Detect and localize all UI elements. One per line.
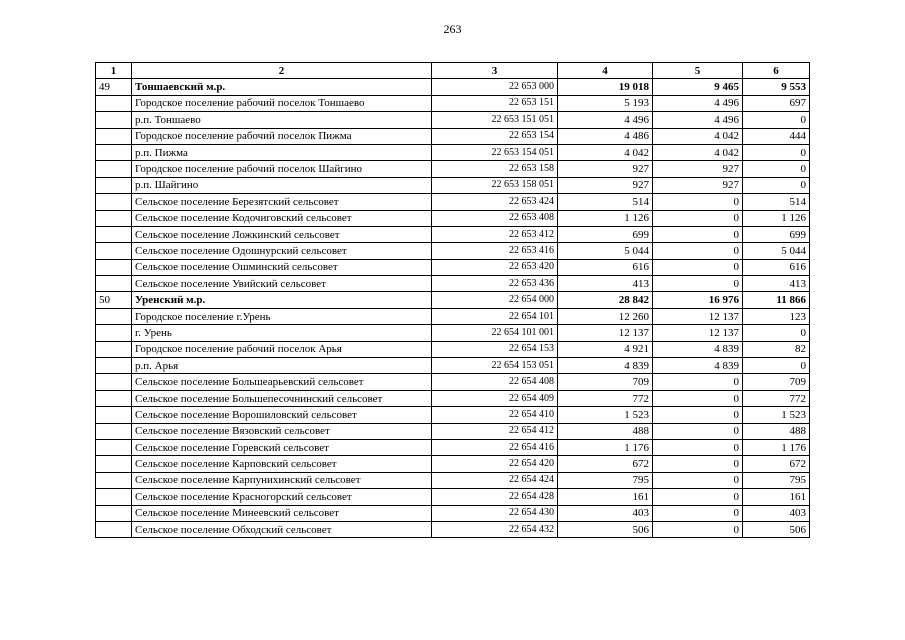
- cell-name: Сельское поселение Кодочиговский сельсовет: [132, 210, 432, 226]
- cell-code: 22 654 410: [432, 407, 558, 423]
- cell-value-4: 12 137: [558, 325, 653, 341]
- cell-value-5: 0: [653, 210, 743, 226]
- cell-number: [96, 95, 132, 111]
- table-row: [96, 407, 810, 423]
- cell-value-5: 0: [653, 489, 743, 505]
- cell-value-5: 0: [653, 456, 743, 472]
- column-header-1: 1: [96, 63, 132, 79]
- cell-number: [96, 177, 132, 193]
- cell-code: 22 653 158 051: [432, 177, 558, 193]
- cell-name: Сельское поселение Вязовский сельсовет: [132, 423, 432, 439]
- table-row: [96, 341, 810, 357]
- cell-value-6: 161: [743, 489, 810, 505]
- table-row: [96, 144, 810, 160]
- cell-name: р.п. Пижма: [132, 144, 432, 160]
- table-row: [96, 374, 810, 390]
- table-row: [96, 95, 810, 111]
- cell-value-4: 19 018: [558, 79, 653, 95]
- cell-value-4: 5 193: [558, 95, 653, 111]
- cell-value-6: 9 553: [743, 79, 810, 95]
- cell-name: Городское поселение г.Урень: [132, 308, 432, 324]
- cell-value-4: 4 921: [558, 341, 653, 357]
- cell-value-6: 772: [743, 390, 810, 406]
- cell-number: [96, 243, 132, 259]
- cell-name: Сельское поселение Березятский сельсовет: [132, 194, 432, 210]
- cell-value-5: 12 137: [653, 325, 743, 341]
- cell-number: [96, 308, 132, 324]
- table-row: [96, 194, 810, 210]
- cell-value-4: 28 842: [558, 292, 653, 308]
- cell-value-5: 0: [653, 374, 743, 390]
- table-row: [96, 276, 810, 292]
- cell-value-5: 12 137: [653, 308, 743, 324]
- cell-value-4: 709: [558, 374, 653, 390]
- cell-number: [96, 472, 132, 488]
- cell-code: 22 654 101 001: [432, 325, 558, 341]
- cell-name: Городское поселение рабочий поселок Тоншаево: [132, 95, 432, 111]
- table-row: [96, 390, 810, 406]
- cell-value-5: 0: [653, 276, 743, 292]
- cell-code: 22 653 436: [432, 276, 558, 292]
- cell-value-5: 927: [653, 177, 743, 193]
- cell-value-6: 0: [743, 358, 810, 374]
- cell-name: Сельское поселение Ошминский сельсовет: [132, 259, 432, 275]
- cell-code: 22 654 420: [432, 456, 558, 472]
- cell-name: Городское поселение рабочий поселок Шайгино: [132, 161, 432, 177]
- cell-value-4: 1 126: [558, 210, 653, 226]
- cell-value-5: 0: [653, 505, 743, 521]
- column-header-3: 3: [432, 63, 558, 79]
- cell-code: 22 654 416: [432, 439, 558, 455]
- table-row: [96, 505, 810, 521]
- cell-code: 22 654 000: [432, 292, 558, 308]
- cell-value-6: 699: [743, 226, 810, 242]
- cell-value-6: 11 866: [743, 292, 810, 308]
- cell-code: 22 654 432: [432, 521, 558, 537]
- cell-name: Тоншаевский м.р.: [132, 79, 432, 95]
- cell-number: [96, 423, 132, 439]
- table-row: [96, 358, 810, 374]
- cell-number: [96, 390, 132, 406]
- cell-value-6: 795: [743, 472, 810, 488]
- cell-code: 22 654 424: [432, 472, 558, 488]
- cell-number: [96, 144, 132, 160]
- cell-value-6: 1 176: [743, 439, 810, 455]
- cell-value-4: 795: [558, 472, 653, 488]
- cell-value-6: 0: [743, 325, 810, 341]
- cell-value-5: 0: [653, 390, 743, 406]
- cell-value-5: 4 042: [653, 128, 743, 144]
- cell-code: 22 653 158: [432, 161, 558, 177]
- cell-code: 22 654 430: [432, 505, 558, 521]
- cell-name: Сельское поселение Обходский сельсовет: [132, 521, 432, 537]
- cell-value-5: 0: [653, 423, 743, 439]
- table-row: [96, 308, 810, 324]
- table-body: [96, 79, 810, 538]
- table-row: [96, 177, 810, 193]
- cell-value-4: 413: [558, 276, 653, 292]
- cell-code: 22 653 416: [432, 243, 558, 259]
- cell-value-5: 4 496: [653, 95, 743, 111]
- table-row: [96, 79, 810, 95]
- cell-number: [96, 325, 132, 341]
- cell-number: [96, 259, 132, 275]
- cell-code: 22 654 409: [432, 390, 558, 406]
- table-row: [96, 489, 810, 505]
- table-row: [96, 161, 810, 177]
- cell-number: [96, 407, 132, 423]
- table-row: [96, 112, 810, 128]
- cell-value-4: 772: [558, 390, 653, 406]
- cell-value-4: 927: [558, 161, 653, 177]
- cell-value-6: 1 126: [743, 210, 810, 226]
- table-row: [96, 439, 810, 455]
- cell-name: Сельское поселение Горевский сельсовет: [132, 439, 432, 455]
- cell-number: [96, 276, 132, 292]
- cell-value-5: 16 976: [653, 292, 743, 308]
- cell-value-5: 0: [653, 226, 743, 242]
- cell-code: 22 653 000: [432, 79, 558, 95]
- cell-value-5: 4 042: [653, 144, 743, 160]
- cell-name: Сельское поселение Минеевский сельсовет: [132, 505, 432, 521]
- cell-name: г. Урень: [132, 325, 432, 341]
- cell-value-6: 1 523: [743, 407, 810, 423]
- data-table: [95, 62, 810, 538]
- cell-number: [96, 505, 132, 521]
- cell-number: [96, 161, 132, 177]
- cell-value-6: 0: [743, 112, 810, 128]
- cell-value-4: 4 496: [558, 112, 653, 128]
- cell-number: [96, 489, 132, 505]
- cell-value-4: 12 260: [558, 308, 653, 324]
- cell-name: Уренский м.р.: [132, 292, 432, 308]
- cell-value-6: 0: [743, 144, 810, 160]
- cell-value-5: 0: [653, 194, 743, 210]
- cell-number: [96, 358, 132, 374]
- cell-value-4: 506: [558, 521, 653, 537]
- cell-name: Сельское поселение Карпунихинский сельсовет: [132, 472, 432, 488]
- cell-code: 22 654 408: [432, 374, 558, 390]
- cell-value-5: 4 839: [653, 358, 743, 374]
- cell-value-6: 123: [743, 308, 810, 324]
- cell-value-4: 1 523: [558, 407, 653, 423]
- cell-value-6: 488: [743, 423, 810, 439]
- cell-value-6: 82: [743, 341, 810, 357]
- table-row: [96, 243, 810, 259]
- cell-code: 22 654 101: [432, 308, 558, 324]
- table-row: [96, 521, 810, 537]
- cell-code: 22 653 408: [432, 210, 558, 226]
- table-row: [96, 259, 810, 275]
- cell-number: 49: [96, 79, 132, 95]
- column-header-4: 4: [558, 63, 653, 79]
- cell-value-6: 403: [743, 505, 810, 521]
- cell-number: [96, 439, 132, 455]
- cell-value-4: 488: [558, 423, 653, 439]
- table-row: [96, 292, 810, 308]
- cell-value-4: 1 176: [558, 439, 653, 455]
- cell-code: 22 653 412: [432, 226, 558, 242]
- cell-value-6: 616: [743, 259, 810, 275]
- cell-value-6: 506: [743, 521, 810, 537]
- cell-name: Сельское поселение Карповский сельсовет: [132, 456, 432, 472]
- cell-name: Сельское поселение Увийский сельсовет: [132, 276, 432, 292]
- table-row: [96, 325, 810, 341]
- cell-value-6: 0: [743, 161, 810, 177]
- cell-number: [96, 112, 132, 128]
- cell-value-6: 0: [743, 177, 810, 193]
- cell-number: [96, 374, 132, 390]
- column-header-2: 2: [132, 63, 432, 79]
- cell-value-4: 699: [558, 226, 653, 242]
- cell-value-4: 514: [558, 194, 653, 210]
- cell-value-6: 672: [743, 456, 810, 472]
- cell-code: 22 654 153: [432, 341, 558, 357]
- cell-name: Сельское поселение Ворошиловский сельсовет: [132, 407, 432, 423]
- cell-value-6: 413: [743, 276, 810, 292]
- cell-value-4: 5 044: [558, 243, 653, 259]
- cell-number: [96, 521, 132, 537]
- cell-value-5: 0: [653, 439, 743, 455]
- cell-value-5: 0: [653, 243, 743, 259]
- cell-code: 22 654 153 051: [432, 358, 558, 374]
- cell-value-6: 5 044: [743, 243, 810, 259]
- cell-name: Сельское поселение Большеарьевский сельсовет: [132, 374, 432, 390]
- cell-code: 22 653 154 051: [432, 144, 558, 160]
- cell-number: [96, 226, 132, 242]
- cell-value-6: 444: [743, 128, 810, 144]
- cell-name: Городское поселение рабочий поселок Пижма: [132, 128, 432, 144]
- cell-name: Сельское поселение Большепесочнинский сельсовет: [132, 390, 432, 406]
- cell-value-4: 927: [558, 177, 653, 193]
- cell-number: [96, 128, 132, 144]
- cell-code: 22 653 420: [432, 259, 558, 275]
- page-number: 263: [443, 22, 462, 36]
- cell-value-5: 9 465: [653, 79, 743, 95]
- cell-number: [96, 341, 132, 357]
- cell-value-6: 697: [743, 95, 810, 111]
- cell-name: Сельское поселение Ложкинский сельсовет: [132, 226, 432, 242]
- cell-value-5: 0: [653, 259, 743, 275]
- cell-name: р.п. Арья: [132, 358, 432, 374]
- cell-value-5: 4 839: [653, 341, 743, 357]
- cell-value-4: 4 486: [558, 128, 653, 144]
- cell-value-4: 4 839: [558, 358, 653, 374]
- cell-value-5: 0: [653, 521, 743, 537]
- cell-code: 22 653 424: [432, 194, 558, 210]
- cell-name: р.п. Шайгино: [132, 177, 432, 193]
- cell-value-4: 4 042: [558, 144, 653, 160]
- cell-value-4: 616: [558, 259, 653, 275]
- table-row: [96, 226, 810, 242]
- cell-code: 22 654 428: [432, 489, 558, 505]
- cell-value-4: 161: [558, 489, 653, 505]
- column-header-6: 6: [743, 63, 810, 79]
- column-header-5: 5: [653, 63, 743, 79]
- cell-value-4: 403: [558, 505, 653, 521]
- cell-value-5: 927: [653, 161, 743, 177]
- cell-value-6: 514: [743, 194, 810, 210]
- cell-name: Сельское поселение Красногорский сельсовет: [132, 489, 432, 505]
- cell-code: 22 654 412: [432, 423, 558, 439]
- cell-code: 22 653 151 051: [432, 112, 558, 128]
- cell-number: [96, 456, 132, 472]
- header-row: [96, 63, 810, 79]
- cell-code: 22 653 151: [432, 95, 558, 111]
- cell-value-4: 672: [558, 456, 653, 472]
- table-row: [96, 128, 810, 144]
- table-row: [96, 472, 810, 488]
- table-row: [96, 210, 810, 226]
- table-row: [96, 456, 810, 472]
- cell-value-5: 4 496: [653, 112, 743, 128]
- cell-name: Сельское поселение Одошнурский сельсовет: [132, 243, 432, 259]
- cell-code: 22 653 154: [432, 128, 558, 144]
- table-row: [96, 423, 810, 439]
- cell-number: [96, 194, 132, 210]
- cell-value-5: 0: [653, 407, 743, 423]
- cell-number: 50: [96, 292, 132, 308]
- cell-value-5: 0: [653, 472, 743, 488]
- cell-number: [96, 210, 132, 226]
- cell-value-6: 709: [743, 374, 810, 390]
- cell-name: Городское поселение рабочий поселок Арья: [132, 341, 432, 357]
- cell-name: р.п. Тоншаево: [132, 112, 432, 128]
